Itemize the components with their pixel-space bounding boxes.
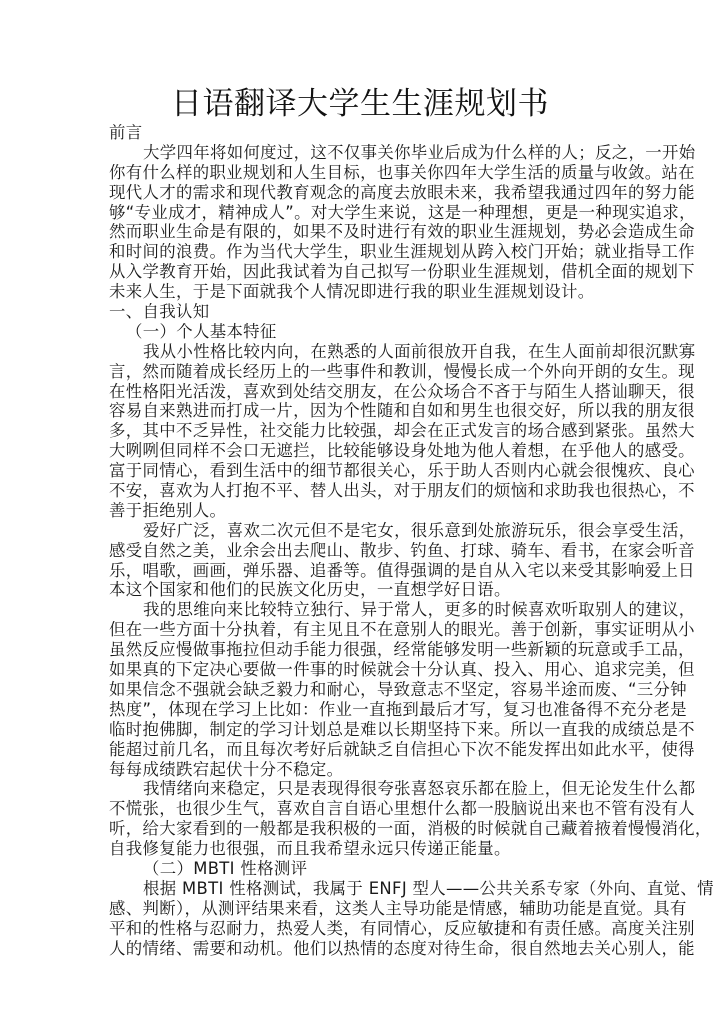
text-line: 善于拒绝别人。 — [109, 500, 227, 520]
document-title: 日语翻译大学生生涯规划书 — [171, 86, 549, 122]
text-line: 如果信念不强就会缺乏毅力和耐心，导致意志不坚定，容易半途而废、“三分钟 — [109, 679, 688, 699]
section-heading-self-awareness: 一、自我认知 — [109, 302, 210, 322]
text-line: 但在一些方面十分执着，有主见且不在意别人的眼光。善于创新，事实证明从小 — [109, 620, 695, 640]
text-line: 富于同情心，看到生活中的细节都很关心，乐于助人否则内心就会很愧疚、良心 — [109, 461, 695, 481]
text-line: 临时抱佛脚，制定的学习计划总是难以长期坚持下来。所以一直我的成绩总是不 — [109, 719, 695, 739]
text-line: 你有什么样的职业规划和人生目标，也事关你四年大学生活的质量与收敛。站在 — [109, 162, 695, 182]
text-line: 我的思维向来比较特立独行、异于常人，更多的时候喜欢听取别人的建议， — [143, 600, 696, 620]
text-line: 平和的性格与忍耐力，热爱人类，有同情心，反应敏捷和有责任感。高度关注别 — [109, 918, 695, 938]
text-line: 我情绪向来稳定，只是表现得很夸张喜怒哀乐都在脸上，但无论发生什么都 — [143, 779, 696, 799]
paragraph-hobbies — [109, 520, 696, 601]
paragraph-thinking — [109, 600, 696, 779]
text-line: 够“专业成才，精神成人”。对大学生来说，这是一种理想，更是一种现实追求， — [109, 202, 696, 222]
text-line: 如果真的下定决心要做一件事的时候就会十分认真、投入、用心、追求完美，但 — [109, 660, 695, 680]
text-line: 多，其中不乏异性，社交能力比较强，却会在正式发言的场合感到紧张。虽然大 — [109, 421, 695, 441]
text-line: 从入学教育开始，因此我试着为自己拟写一份职业生涯规划，借机全面的规划下 — [109, 262, 695, 282]
paragraph-emotions — [109, 779, 712, 859]
text-line: 能超过前几名，而且每次考好后就缺乏自信担心下次不能发挥出如此水平，使得 — [109, 739, 695, 759]
text-line: 在性格阳光活泼，喜欢到处结交朋友，在公众场合不吝于与陌生人搭讪聊天，很 — [109, 381, 695, 401]
text-line: 虽然反应慢做事拖拉但动手能力很强，经常能够发明一些新颖的玩意或手工品， — [109, 640, 695, 660]
text-line: 听，给大家看到的一般都是我积极的一面，消极的时候就自己藏着掖着慢慢消化， — [109, 819, 712, 839]
text-line: 热度”，体现在学习上比如：作业一直拖到最后才写，复习也准备得不充分老是 — [109, 699, 688, 719]
text-line: 自我修复能力也很强，而且我希望永远只传递正能量。 — [109, 839, 511, 859]
text-line: 根据 MBTI 性格测试，我属于 ENFJ 型人——公共关系专家（外向、直觉、情 — [143, 878, 714, 898]
text-line: 乐，唱歌，画画，弹乐器、追番等。值得强调的是自从入宅以来受其影响爱上日 — [109, 560, 695, 580]
text-line: 现代人才的需求和现代教育观念的高度去放眼未来，我希望我通过四年的努力能 — [109, 182, 695, 202]
paragraph-mbti — [109, 878, 714, 959]
text-line: 未来人生，于是下面就我个人情况即进行我的职业生涯规划设计。 — [109, 282, 595, 302]
text-line: 大咧咧但同样不会口无遮拦，比较能够设身处地为他人着想，在乎他人的感受。 — [109, 441, 695, 461]
subsection-heading-basic-traits: （一）个人基本特征 — [126, 321, 277, 341]
text-line: 不安，喜欢为人打抱不平、替人出头，对于朋友们的烦恼和求助我也很热心，不 — [109, 481, 695, 501]
text-line: 人的情绪、需要和动机。他们以热情的态度对待生命，很自然地去关心别人，能 — [109, 938, 695, 958]
text-line: 和时间的浪费。作为当代大学生，职业生涯规划从跨入校门开始；就业指导工作 — [109, 242, 695, 262]
preface-heading: 前言 — [109, 123, 143, 142]
text-line: 不慌张，也很少生气，喜欢自言自语心里想什么都一股脑说出来也不管有没有人 — [109, 799, 695, 819]
text-line: 我从小性格比较内向，在熟悉的人面前很放开自我，在生人面前却很沉默寡 — [143, 341, 696, 361]
text-line: 每每成绩跌宕起伏十分不稳定。 — [109, 759, 344, 779]
preface-paragraph — [109, 142, 696, 302]
subsection-heading-mbti: （二）MBTI 性格测评 — [143, 858, 308, 878]
text-line: 容易自来熟进而打成一片，因为个性随和自如和男生也很交好，所以我的朋友很 — [109, 401, 695, 421]
text-line: 爱好广泛，喜欢二次元但不是宅女，很乐意到处旅游玩乐，很会享受生活， — [143, 520, 696, 540]
text-line: 感受自然之美，业余会出去爬山、散步、钓鱼、打球、骑车、看书，在家会听音 — [109, 540, 695, 560]
text-line: 言，然而随着成长经历上的一些事件和教训，慢慢长成一个外向开朗的女生。现 — [109, 361, 695, 381]
text-line: 大学四年将如何度过，这不仅事关你毕业后成为什么样的人；反之，一开始 — [143, 142, 696, 162]
document-body — [109, 123, 714, 958]
text-line: 感、判断），从测评结果来看，这类人主导功能是情感，辅助功能是直觉。具有 — [109, 898, 687, 918]
text-line: 本这个国家和他们的民族文化历史，一直想学好日语。 — [109, 580, 511, 600]
text-line: 然而职业生命是有限的，如果不及时进行有效的职业生涯规划，势必会造成生命 — [109, 222, 695, 242]
paragraph-personality — [109, 341, 696, 521]
